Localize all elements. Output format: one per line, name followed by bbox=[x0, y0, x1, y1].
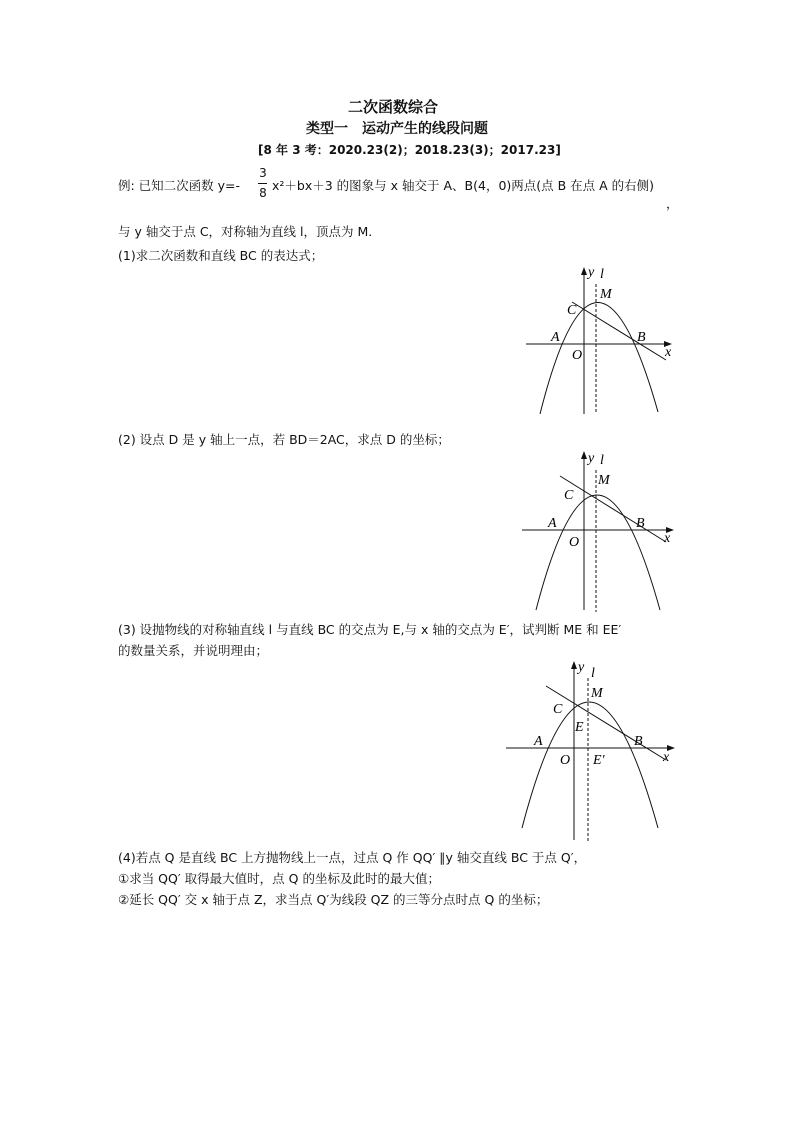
figure-3 bbox=[500, 656, 680, 846]
parabola bbox=[522, 702, 658, 828]
exam-meta: [8 年 3 考：2020.23(2)；2018.23(3)；2017.23] bbox=[258, 143, 561, 157]
question-4-line-3: ②延长 QQ′ 交 x 轴于点 Z，求当点 Q′为线段 QZ 的三等分点时点 Q 的坐标； bbox=[118, 892, 549, 907]
question-1: (1)求二次函数和直线 BC 的表达式； bbox=[118, 248, 324, 263]
fraction-numerator: 3 bbox=[259, 166, 267, 180]
label-y: y bbox=[588, 451, 595, 466]
label-l: l bbox=[591, 666, 595, 681]
label-m: M bbox=[591, 686, 603, 701]
figure-1 bbox=[520, 262, 680, 422]
question-4-line-1: (4)若点 Q 是直线 BC 上方抛物线上一点，过点 Q 作 QQ′ ∥y 轴交直线 BC 于点 Q′， bbox=[118, 850, 587, 865]
example-line2: 与 y 轴交于点 C，对称轴为直线 l，顶点为 M. bbox=[118, 224, 373, 239]
label-c: C bbox=[564, 488, 574, 503]
label-a: A bbox=[551, 330, 560, 345]
label-e-prime: E′ bbox=[593, 753, 605, 768]
y-arrow-icon bbox=[571, 661, 577, 669]
label-b: B bbox=[637, 330, 646, 345]
label-l: l bbox=[600, 267, 604, 282]
label-l: l bbox=[600, 453, 604, 468]
label-x: x bbox=[664, 531, 671, 546]
question-3-line-2: 的数量关系，并说明理由； bbox=[118, 643, 269, 658]
question-4-line-2: ①求当 QQ′ 取得最大值时，点 Q 的坐标及此时的最大值； bbox=[118, 871, 440, 886]
label-b: B bbox=[634, 734, 643, 749]
label-b: B bbox=[636, 516, 645, 531]
example-comma: ， bbox=[666, 196, 679, 211]
example-rest: x²＋bx＋3 的图象与 x 轴交于 A、B(4，0)两点(点 B 在点 A 的右侧) bbox=[272, 178, 655, 193]
parabola bbox=[536, 495, 660, 610]
label-e: E bbox=[575, 720, 584, 735]
y-arrow-icon bbox=[581, 267, 587, 275]
label-a: A bbox=[548, 516, 557, 531]
fraction-bar bbox=[258, 183, 267, 184]
label-y: y bbox=[588, 265, 595, 280]
label-m: M bbox=[598, 473, 610, 488]
y-arrow-icon bbox=[581, 451, 587, 459]
label-o: O bbox=[569, 535, 580, 550]
fraction-denominator: 8 bbox=[259, 186, 267, 200]
page-title: 二次函数综合 bbox=[348, 98, 439, 116]
line-bc bbox=[546, 686, 666, 760]
question-2: (2) 设点 D 是 y 轴上一点，若 BD＝2AC，求点 D 的坐标； bbox=[118, 432, 450, 447]
section-subtitle: 类型一 运动产生的线段问题 bbox=[306, 121, 488, 137]
label-o: O bbox=[572, 348, 583, 363]
question-3-line-1: (3) 设抛物线的对称轴直线 l 与直线 BC 的交点为 E,与 x 轴的交点为 E′，试判断 ME 和 EE′ bbox=[118, 622, 622, 637]
label-m: M bbox=[600, 287, 612, 302]
label-x: x bbox=[665, 345, 672, 360]
label-c: C bbox=[567, 303, 577, 318]
figure-2 bbox=[514, 446, 679, 616]
label-x: x bbox=[663, 750, 670, 765]
example-prefix: 例: 已知二次函数 y=- bbox=[118, 178, 241, 193]
label-c: C bbox=[553, 702, 563, 717]
label-y: y bbox=[578, 660, 585, 675]
label-a: A bbox=[534, 734, 543, 749]
label-o: O bbox=[560, 753, 571, 768]
line-bc bbox=[572, 302, 666, 360]
